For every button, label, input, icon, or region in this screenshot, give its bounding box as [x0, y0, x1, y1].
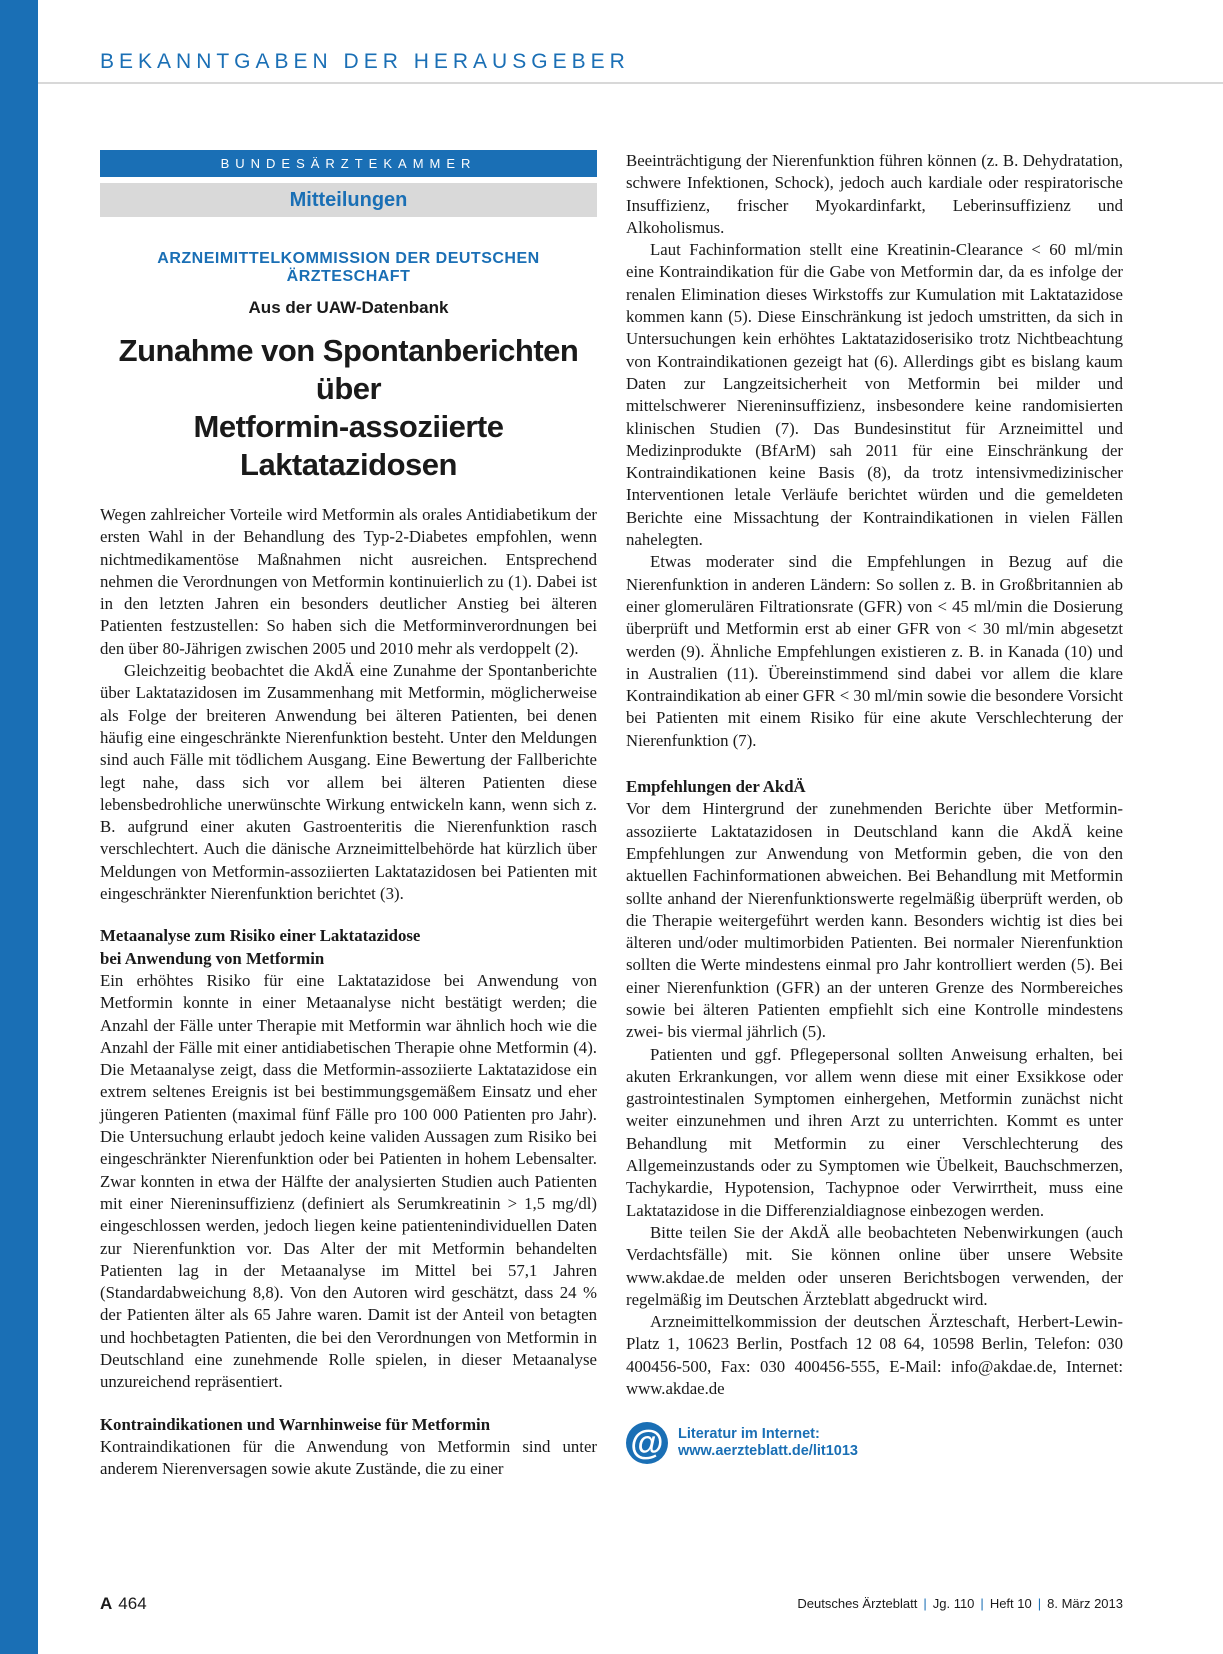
- separator: |: [923, 1596, 927, 1611]
- header-divider: [38, 82, 1223, 84]
- left-column: [100, 150, 597, 1480]
- page-prefix: A: [100, 1594, 113, 1613]
- journal-date: 8. März 2013: [1047, 1596, 1123, 1611]
- page-number-value: 464: [118, 1594, 147, 1613]
- separator: |: [1037, 1596, 1042, 1611]
- organization-heading: ARZNEIMITTELKOMMISSION DER DEUTSCHEN ÄRZTESCHAFT: [157, 250, 540, 285]
- section-header: BEKANNTGABEN DER HERAUSGEBER: [100, 50, 630, 73]
- literature-text: [678, 1426, 858, 1460]
- journal-volume: Jg. 110: [932, 1596, 975, 1611]
- paragraph: Kontraindikationen für die Anwendung von Metformin sind unter anderem Nierenversagen sowie akute Zustände, die zu einer: [100, 1436, 597, 1479]
- literature-link-box[interactable]: [626, 1422, 1123, 1464]
- article-subtitle: Aus der UAW-Datenbank: [248, 298, 449, 317]
- paragraph: Ein erhöhtes Risiko für eine Laktatazidose bei Anwendung von Metformin konnte in einer Metaanalyse nicht bestätigt werden; die Anzahl der Fälle unter Therapie mit Metformin war ähnlich hoch wie die Anzahl der Fälle mit einer antidiabetischen Therapie ohne Metformin (4). Die Metaanalyse zeigt, dass die Metformin-assoziierte Laktatazidose ein extrem seltenes Ereignis ist bei bestimmungsgemäßem Einsatz und eher jüngeren Patienten (maximal fünf Fälle pro 100 000 Patienten pro Jahr). Die Untersuchung erlaubt jedoch keine validen Aussagen zum Risiko bei eingeschränkter Nierenfunktion oder bei Patienten in hohem Lebensalter. Zwar konnten in etwa der Hälfte der analysierten Studien auch Patienten mit einer Niereninsuffizienz (definiert als Serumkreatinin > 1,5 mg/dl) eingeschlossen werden, jedoch liegen keine patientenindividuellen Daten zur Nierenfunktion vor. Das Alter der mit Metformin behandelten Patienten lag in der Metaanalyse im Mittel bei 57,1 Jahren (Standardabweichung 8,8). Von den Autoren wird geschätzt, dass 24 % der Patienten älter als 65 Jahre waren. Damit ist der Anteil von betagten und hochbetagten Patienten, die bei den Verordnungen von Metformin in Deutschland eine zunehmende Rolle spielen, in dieser Metaanalyse unzureichend repräsentiert.: [100, 970, 597, 1392]
- title-line-1: Zunahme von Spontanberichten über: [118, 333, 579, 406]
- right-column: [626, 150, 1123, 1464]
- paragraph: Wegen zahlreicher Vorteile wird Metformin als orales Antidiabetikum der ersten Wahl in der Behandlung des Typ-2-Diabetes empfohlen, wenn nichtmedikamentöse Maßnahmen nicht ausreichen. Entsprechend nehmen die Verordnungen von Metformin kontinuierlich zu (1). Dabei ist in den letzten Jahren ein besonders deutlicher Anstieg bei älteren Patienten festzustellen: So haben sich die Metforminverordnungen bei den über 80-Jährigen zwischen 2005 und 2010 mehr als verdoppelt (2).: [100, 505, 597, 658]
- section-heading: Empfehlungen der AkdÄ: [626, 777, 806, 797]
- literature-url[interactable]: www.aerzteblatt.de/lit1013: [678, 1443, 858, 1460]
- paragraph: Patienten und ggf. Pflegepersonal sollten Anweisung erhalten, bei akuten Erkrankungen, vor allem wenn diese mit einer Exsikkose oder gastrointestinalen Symptomen einhergehen, Metformin zunächst nicht weiter einzunehmen und ihren Arzt zu unterrichten. Kommt es unter Behandlung mit Metformin zu einer Verschlechterung des Allgemeinzustands oder zu Symptomen wie Übelkeit, Bauchschmerzen, Tachykardie, Hypotension, Tachypnoe oder Verwirrtheit, muss eine Laktatazidose in die Differenzialdiagnose einbezogen werden.: [626, 1044, 1123, 1220]
- page-number: [100, 1594, 147, 1614]
- section-heading: Kontraindikationen und Warnhinweise für Metformin: [100, 1414, 491, 1434]
- article-title: [100, 332, 597, 484]
- journal-name: Deutsches Ärzteblatt: [797, 1596, 918, 1611]
- title-line-2: Metformin-assoziierte Laktatazidosen: [193, 409, 504, 482]
- paragraph: Gleichzeitig beobachtet die AkdÄ eine Zunahme der Spontanberichte über Laktatazidosen im Zusammenhang mit Metformin, möglicherweise als Folge der breiteren Anwendung bei älteren Patienten, bei denen häufig eine eingeschränkte Nierenfunktion besteht. Unter den Meldungen sind auch Fälle mit tödlichem Ausgang. Eine Bewertung der Fallberichte legt nahe, dass sich vor allem bei älteren Patienten diese lebensbedrohliche unerwünschte Wirkung entwickeln kann, wenn sich z. B. aufgrund einer akuten Gastroenteritis die Nierenfunktion rasch verschlechtert. Auch die dänische Arzneimittelbehörde hat kürzlich über Meldungen von Metformin-assoziierten Laktatazidosen bei Patienten mit eingeschränkter Nierenfunktion berichtet (3).: [100, 661, 597, 904]
- section-heading-line-1: Metaanalyse zum Risiko einer Laktatazidose: [100, 926, 421, 946]
- section-heading-line-2: bei Anwendung von Metformin: [100, 948, 325, 968]
- kicker-bar: BUNDESÄRZTEKAMMER: [100, 150, 597, 177]
- journal-info: [797, 1596, 1123, 1611]
- left-accent-bar: [0, 0, 38, 1654]
- at-icon: @: [626, 1422, 668, 1464]
- paragraph: Beeinträchtigung der Nierenfunktion führen können (z. B. Dehydratation, schwere Infektionen, Schock), jedoch auch kardiale oder respiratorische Insuffizienz, frischer Myokardinfarkt, Leberinsuffizienz und Alkoholismus.: [626, 151, 1123, 237]
- section-heading: [100, 925, 597, 970]
- paragraph: Bitte teilen Sie der AkdÄ alle beobachteten Nebenwirkungen (auch Verdachtsfälle) mit. Sie können online über unsere Website www.akdae.de melden oder unseren Berichtsbogen verwenden, der regelmäßig im Deutschen Ärzteblatt abgedruckt wird.: [626, 1222, 1123, 1309]
- paragraph: Vor dem Hintergrund der zunehmenden Berichte über Metformin-assoziierte Laktatazidosen in Deutschland kann die AkdÄ keine Empfehlungen zur Anwendung von Metformin geben, die von den aktuellen Fachinformationen abweichen. Bei Behandlung mit Metformin sollte anhand der Nierenfunktionswerte regelmäßig überprüft werden, ob die Therapie weitergeführt werden kann. Besonders wichtig ist dies bei älteren und/oder multimorbiden Patienten. Bei normaler Nierenfunktion sollten die Werte mindestens einmal pro Jahr kontrolliert werden (5). Bei einer Nierenfunktion (GFR) an der unteren Grenze des Normbereiches sowie bei älteren Patienten empfiehlt sich eine Kontrolle mindestens zwei- bis viermal jährlich (5).: [626, 799, 1123, 1042]
- paragraph: Arzneimittelkommission der deutschen Ärzteschaft, Herbert-Lewin-Platz 1, 10623 Berlin, Postfach 12 08 64, 10598 Berlin, Telefon: 030 400456-500, Fax: 030 400456-555, E-Mail: info@akdae.de, Internet: www.akdae.de: [626, 1312, 1123, 1399]
- separator: |: [980, 1596, 984, 1611]
- journal-issue: Heft 10: [989, 1596, 1032, 1611]
- paragraph: Laut Fachinformation stellt eine Kreatinin-Clearance < 60 ml/min eine Kontraindikation für die Gabe von Metformin dar, da es infolge der renalen Elimination dieses Wirkstoffs zur Kumulation mit Laktatazidose kommen kann (5). Diese Einschränkung ist jedoch umstritten, da sich in Untersuchungen kein erhöhtes Laktatazidoserisiko trotz Nichtbeachtung von Kontraindikationen gezeigt hat (6). Allerdings gibt es bislang kaum Daten zur Langzeitsicherheit von Metformin bei milder und mittelschwerer Niereninsuffizienz, insbesondere keine randomisierten klinischen Studien (7). Das Bundesinstitut für Arzneimittel und Medizinprodukte (BfArM) sah 2011 für eine Einschränkung der Kontraindikationen keine Basis (8), da trotz intensivmedizinischer Interventionen letale Verläufe berichtet würden und die gemeldeten Berichte eine Missachtung der Kontraindikationen in vielen Fällen nahelegten.: [626, 240, 1123, 550]
- rubric-bar: Mitteilungen: [100, 183, 597, 217]
- literature-label: Literatur im Internet:: [678, 1426, 820, 1443]
- paragraph: Etwas moderater sind die Empfehlungen in Bezug auf die Nierenfunktion in anderen Ländern: So sollen z. B. in Großbritannien ab einer glomerulären Filtrationsrate (GFR) von < 45 ml/min die Dosierung überprüft und Metformin erst ab einer GFR von < 30 ml/min abgesetzt werden (9). Ähnliche Empfehlungen existieren z. B. in Kanada (10) und in Australien (11). Übereinstimmend sind dabei vor allem die klare Kontraindikation ab einer GFR < 30 ml/min sowie die besondere Vorsicht bei Patienten mit einem Risiko für eine akute Verschlechterung der Nierenfunktion (7).: [626, 552, 1123, 750]
